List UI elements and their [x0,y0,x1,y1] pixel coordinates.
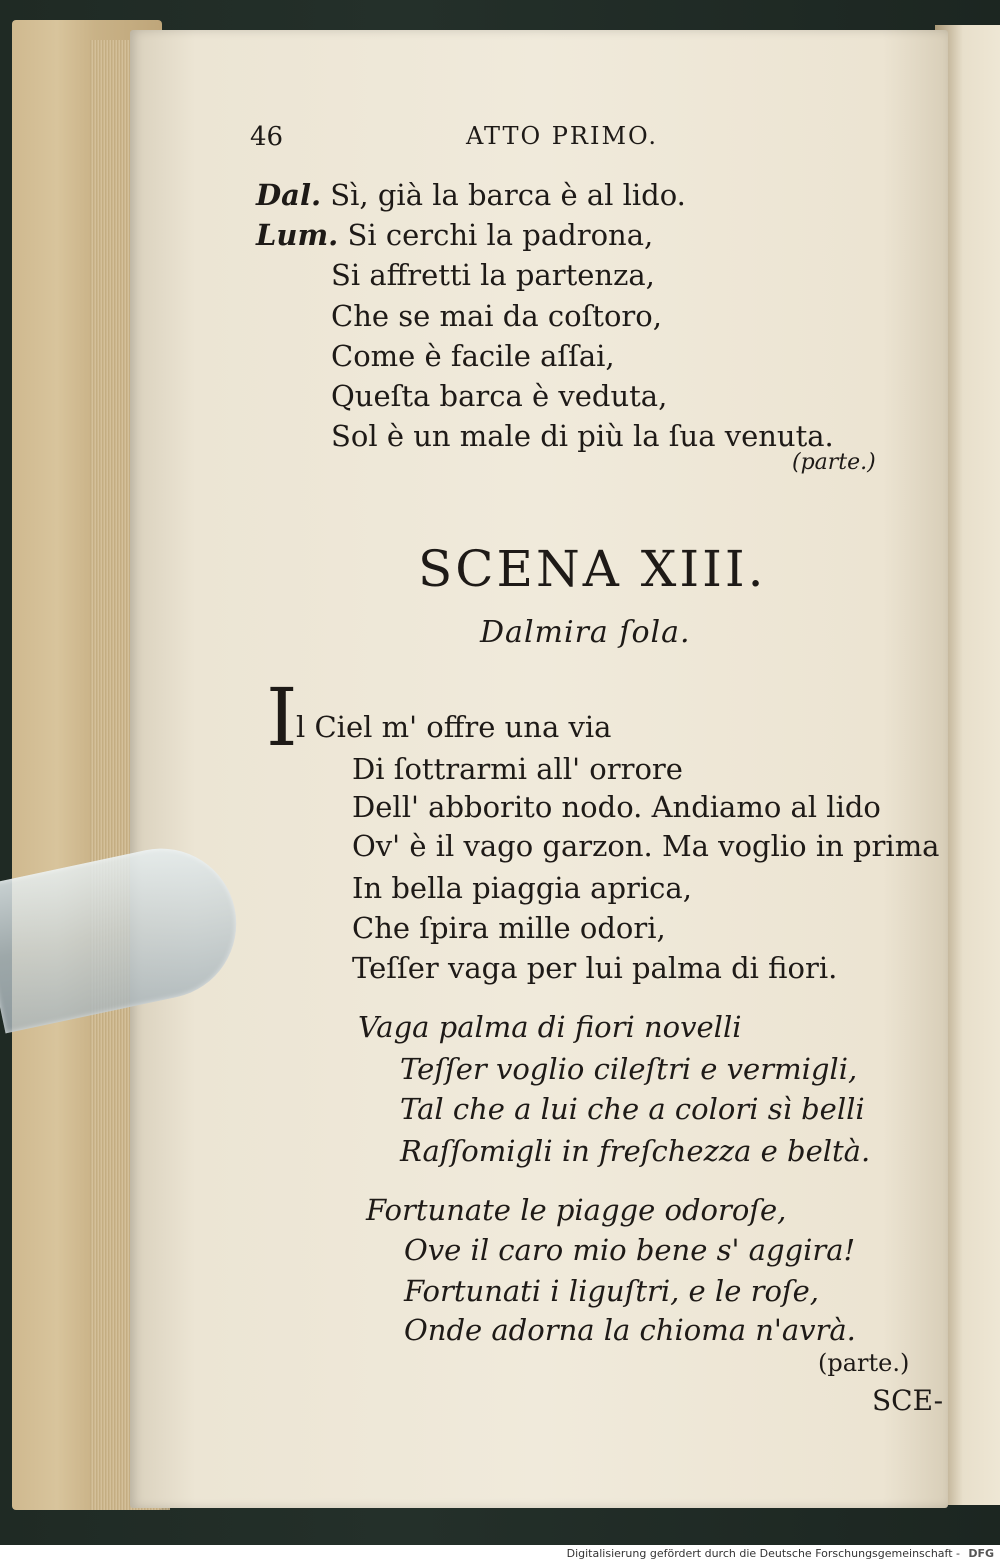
recitative-line: Che ſpira mille odori, [352,911,666,945]
speaker-label: Dal. [256,178,322,212]
speaker-label: Lum. [256,218,339,252]
aria-line: Teſſer voglio cileſtri e vermigli, [400,1052,858,1086]
aria-line: Fortunati i liguſtri, e le roſe, [404,1274,820,1308]
dialogue-line: Queſta barca è veduta, [331,379,668,413]
running-head: ATTO PRIMO. [466,122,658,150]
dialogue-line [256,218,653,252]
aria-line: Onde adorna la chioma n'avrà. [404,1313,856,1347]
catchword: SCE- [872,1384,944,1417]
aria-line: Tal che a lui che a colori sì belli [400,1092,865,1126]
dialogue-line [256,178,686,212]
page-number: 46 [250,122,284,152]
aria-line: Ove il caro mio bene s' aggira! [404,1233,856,1267]
drop-cap: I [266,671,298,764]
dialogue-line: Che se mai da coſtoro, [331,299,662,333]
line-text: Si cerchi la padrona, [347,218,654,252]
stage-direction: (parte.) [792,450,876,475]
recitative-line: Ov' è il vago garzon. Ma voglio in prima [352,829,940,863]
footer-credit: Digitalisierung gefördert durch die Deutsche Forschungsgemeinschaft - [566,1547,960,1560]
scene-character: Dalmira ſola. [480,615,691,650]
aria-line: Raſſomigli in freſchezza e beltà. [400,1134,871,1168]
scene-title: SCENA XIII. [418,540,767,598]
recitative-line: l Ciel m' offre una via [296,710,612,744]
stage-direction: (parte.) [818,1349,910,1377]
recitative-line: Di ſottrarmi all' orrore [352,752,683,786]
dialogue-line: Si affretti la partenza, [331,258,655,292]
dfg-logo: DFG [968,1547,994,1560]
recitative-line: Teſſer vaga per lui palma di fiori. [352,951,838,985]
dialogue-line: Come è facile aſſai, [331,339,615,373]
line-text: Sì, già la barca è al lido. [330,178,686,212]
dialogue-line: Sol è un male di più la ſua venuta. [331,419,834,453]
aria-line: Fortunate le piagge odoroſe, [366,1193,787,1227]
recitative-line: Dell' abborito nodo. Andiamo al lido [352,790,881,824]
aria-line: Vaga palma di fiori novelli [358,1010,742,1044]
recitative-line: In bella piaggia aprica, [352,871,692,905]
